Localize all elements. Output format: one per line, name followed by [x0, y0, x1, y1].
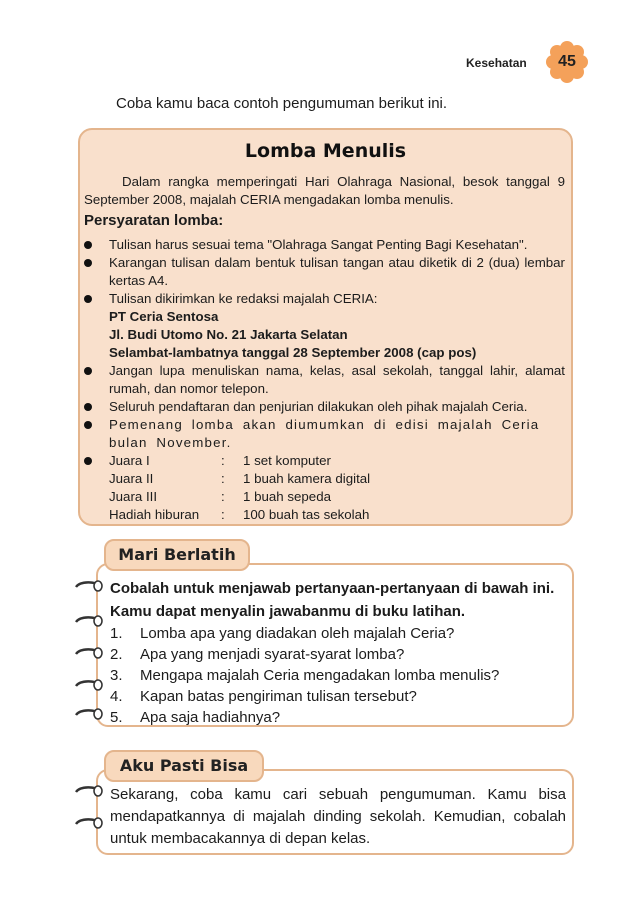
binder-ring-icon — [74, 815, 104, 831]
binder-ring-icon — [74, 578, 104, 594]
task-tab: Aku Pasti Bisa — [104, 750, 264, 782]
bullet-icon — [84, 403, 92, 411]
practice-tab: Mari Berlatih — [104, 539, 250, 571]
task-text: Sekarang, coba kamu cari sebuah pengumuman. Kamu bisa mendapatkannya di majalah dinding sekolah. Kemudian, cobalah untuk membacakannya di depan kelas. — [110, 786, 566, 847]
section-title: Kesehatan — [466, 56, 527, 70]
page-number: 45 — [558, 53, 576, 70]
address-company: PT Ceria Sentosa — [109, 309, 219, 324]
list-item: 2. Apa yang menjadi syarat-syarat lomba? — [110, 646, 405, 663]
announcement-title: Lomba Menulis — [244, 140, 407, 162]
binder-ring-icon — [74, 645, 104, 661]
prize-row: Hadiah hiburan : 100 buah tas sekolah — [109, 507, 370, 522]
binder-ring-icon — [74, 706, 104, 722]
announcement-intro: Dalam rangka memperingati Hari Olahraga Nasional, besok tanggal 9 September 2008, majalah CERIA mengadakan lomba menulis. — [84, 174, 565, 207]
bullet-icon — [84, 259, 92, 267]
address-deadline: Selambat-lambatnya tanggal 28 September 2008 (cap pos) — [109, 345, 477, 360]
page-number-badge — [545, 40, 589, 84]
bullet-icon — [84, 241, 92, 249]
bullet-icon — [84, 421, 92, 429]
prize-row: Juara II : 1 buah kamera digital — [109, 471, 371, 486]
requirements-list — [84, 236, 565, 524]
intro-text: Coba kamu baca contoh pengumuman berikut ini. — [116, 95, 448, 112]
list-item: Tulisan harus sesuai tema "Olahraga Sangat Penting Bagi Kesehatan". — [84, 236, 565, 254]
bullet-icon — [84, 457, 92, 465]
bullet-icon — [84, 367, 92, 375]
list-item: Karangan tulisan dalam bentuk tulisan tangan atau diketik di 2 (dua) lembar kertas A4. — [84, 254, 565, 290]
list-item: 3. Mengapa majalah Ceria mengadakan lomba menulis? — [110, 667, 500, 684]
address-street: Jl. Budi Utomo No. 21 Jakarta Selatan — [109, 327, 348, 342]
practice-instructions: Cobalah untuk menjawab pertanyaan-pertanyaan di bawah ini. Kamu dapat menyalin jawabanmu di buku latihan. — [110, 580, 555, 620]
list-item: 5. Apa saja hadiahnya? — [110, 709, 281, 726]
list-item: Jangan lupa menuliskan nama, kelas, asal sekolah, tanggal lahir, alamat rumah, dan nomor telepon. — [84, 362, 565, 398]
list-item: 4. Kapan batas pengiriman tulisan tersebut? — [110, 688, 417, 705]
list-item: 1. Lomba apa yang diadakan oleh majalah Ceria? — [110, 625, 455, 642]
list-item: Tulisan dikirimkan ke redaksi majalah CERIA: PT Ceria Sentosa Jl. Budi Utomo No. 21 Jakarta Selatan Selambat-lambatnya tanggal 28 September 2008 (cap pos) — [84, 290, 565, 362]
binder-ring-icon — [74, 613, 104, 629]
requirements-heading: Persyaratan lomba: — [84, 212, 224, 229]
list-item: Pemenang lomba akan diumumkan di edisi majalah Ceria bulan November. — [84, 416, 565, 452]
prize-row: Juara III : 1 buah sepeda — [109, 489, 331, 504]
bullet-icon — [84, 295, 92, 303]
list-item: Seluruh pendaftaran dan penjurian dilakukan oleh pihak majalah Ceria. — [84, 398, 565, 416]
binder-ring-icon — [74, 677, 104, 693]
prize-list — [84, 452, 565, 524]
question-list — [110, 623, 566, 728]
binder-ring-icon — [74, 783, 104, 799]
prize-row: Juara I : 1 set komputer — [109, 453, 331, 468]
